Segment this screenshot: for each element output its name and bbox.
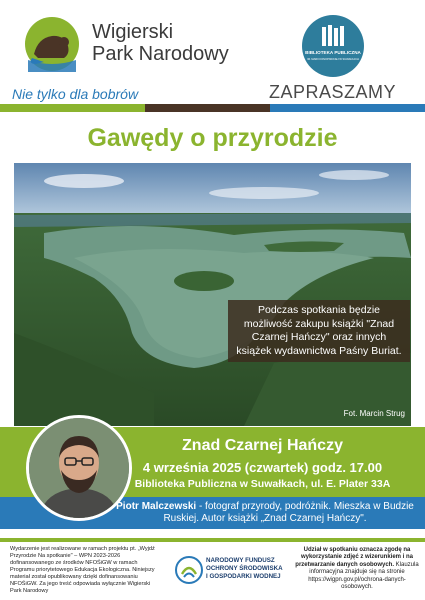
library-logo-sub: IM. MARII KONOPNICKIEJ W SUWAŁKACH [307, 58, 359, 61]
page-title: Gawędy o przyrodzie [87, 124, 338, 152]
speaker-portrait [26, 415, 132, 521]
library-logo-icon [301, 14, 365, 78]
consent-note [295, 547, 419, 591]
speaker-name: Piotr Malczewski [116, 501, 197, 512]
fund-logo-icon [175, 556, 203, 584]
photo-note: Podczas spotkania będzie możliwość zakupu książki "Znad Czarnej Hańczy" oraz innych książek wydawnictwa Paśny Buriat. [228, 300, 410, 362]
speaker-bio [112, 501, 418, 525]
photo-credit: Fot. Marcin Strug [343, 409, 405, 418]
library-logo-text: BIBLIOTEKA PUBLICZNA [305, 50, 361, 55]
invite-heading: ZAPRASZAMY [269, 82, 397, 102]
fund-name-line2: OCHRONY ŚRODOWISKA [206, 565, 283, 572]
park-name-line2: Park Narodowy [92, 43, 229, 65]
funding-note: Wydarzenie jest realizowane w ramach projektu pt. „Wyjdź Przyrodzie Na spotkanie" – WPN 2023-2026 dofinansowanego ze środków NFOŚiGW w ramach Programu priorytetowego Edukacja Ekologiczna. Niniejszy materiał został opublikowany dzięki dofinansowaniu NFOŚiGW. Za jego treść odpowiada wyłącznie Wigierski Park Narodowy [10, 546, 155, 594]
event-place: Biblioteka Publiczna w Suwałkach, ul. E. Plater 33A [134, 478, 391, 490]
fund-name-line1: NARODOWY FUNDUSZ [206, 557, 275, 564]
consent-rest: Klauzula informacyjna znajduje się na stronie https://wigpn.gov.pl/ochrona-danych-osobowych. [308, 561, 419, 591]
park-name [92, 21, 229, 65]
speaker-bio-text: - fotograf przyrody, podróżnik. Mieszka w Budzie Ruskiej. Autor książki „Znad Czarnej Hańczy". [163, 501, 414, 524]
fund-name-line3: I GOSPODARKI WODNEJ [206, 573, 281, 580]
park-name-line1: Wigierski [92, 21, 174, 43]
bottom-divider [0, 538, 425, 542]
consent-bold: Udział w spotkaniu oznacza zgodę na wykorzystanie zdjęć z wizerunkiem i na przetwarzanie danych osobowych. [295, 547, 414, 568]
color-stripe [0, 104, 425, 112]
lake-photo [14, 163, 411, 426]
event-title: Znad Czarnej Hańczy [182, 437, 343, 454]
fund-name [206, 557, 283, 581]
tagline: Nie tylko dla bobrów [12, 86, 139, 102]
event-date: 4 września 2025 (czwartek) godz. 17.00 [142, 460, 383, 475]
beaver-logo-icon [24, 16, 80, 72]
